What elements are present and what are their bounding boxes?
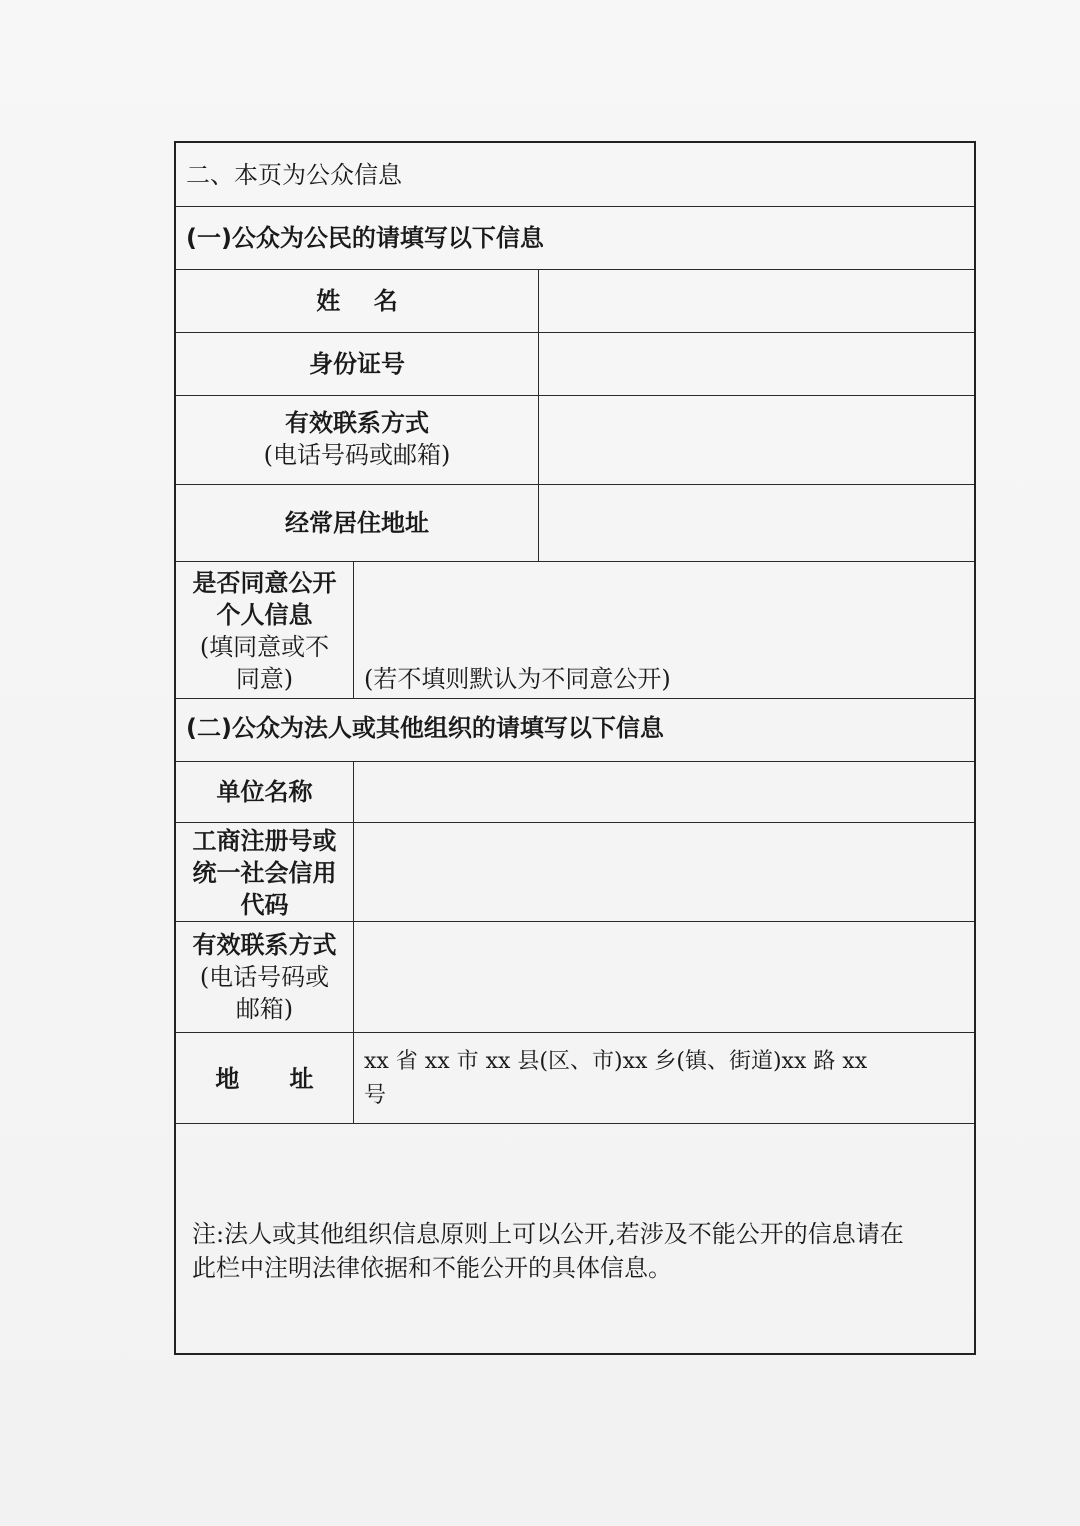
contact-sub-label: (电话号码或邮箱) (263, 441, 451, 469)
registration-label-line3: 代码 (240, 891, 289, 919)
registration-label-line2: 统一社会信用 (192, 859, 337, 887)
name-label: 姓 名 (316, 287, 398, 315)
row-divider (176, 921, 974, 922)
consent-field[interactable] (355, 563, 972, 659)
public-info-form (174, 141, 976, 1355)
column-divider (538, 269, 539, 562)
id-number-field[interactable] (540, 334, 972, 394)
row-divider (176, 395, 974, 396)
note-text: 注:法人或其他组织信息原则上可以公开,若涉及不能公开的信息请在 (192, 1220, 904, 1248)
consent-label: 是否同意公开 (192, 569, 337, 597)
row-divider (176, 269, 974, 270)
org-contact-sub-label-line2: 邮箱) (235, 995, 294, 1023)
contact-field[interactable] (540, 397, 972, 483)
part1-header: (一)公众为公民的请填写以下信息 (186, 224, 544, 252)
residence-address-label: 经常居住地址 (285, 509, 429, 537)
unit-name-label: 单位名称 (216, 778, 313, 806)
org-contact-label: 有效联系方式 (192, 931, 337, 959)
registration-label: 工商注册号或 (192, 827, 337, 855)
column-divider (353, 761, 354, 1123)
org-contact-field[interactable] (355, 923, 972, 1031)
note-text-line2: 此栏中注明法律依据和不能公开的具体信息。 (192, 1254, 672, 1282)
consent-sub-label-line2: 同意) (235, 665, 294, 693)
row-divider (176, 332, 974, 333)
column-divider (353, 561, 354, 698)
consent-sub-label: (填同意或不 (199, 633, 330, 661)
name-field[interactable] (540, 271, 972, 331)
residence-address-field[interactable] (540, 486, 972, 560)
row-divider (176, 698, 974, 699)
part2-header: (二)公众为法人或其他组织的请填写以下信息 (186, 714, 664, 742)
contact-label: 有效联系方式 (285, 409, 429, 437)
row-divider (176, 561, 974, 562)
id-number-label: 身份证号 (309, 350, 405, 378)
org-contact-sub-label: (电话号码或 (199, 963, 330, 991)
org-address-value: xx 省 xx 市 xx 县(区、市)xx 乡(镇、街道)xx 路 xx (364, 1049, 868, 1074)
consent-note: (若不填则默认为不同意公开) (364, 665, 671, 693)
registration-field[interactable] (355, 824, 972, 920)
org-address-label: 地 址 (215, 1065, 314, 1093)
row-divider (176, 1032, 974, 1033)
row-divider (176, 206, 974, 207)
section-title: 二、本页为公众信息 (186, 161, 402, 189)
row-divider (176, 484, 974, 485)
unit-name-field[interactable] (355, 763, 972, 821)
row-divider (176, 822, 974, 823)
row-divider (176, 761, 974, 762)
org-address-value-line2: 号 (364, 1083, 387, 1108)
consent-label-line2: 个人信息 (216, 601, 313, 629)
row-divider (176, 1123, 974, 1124)
